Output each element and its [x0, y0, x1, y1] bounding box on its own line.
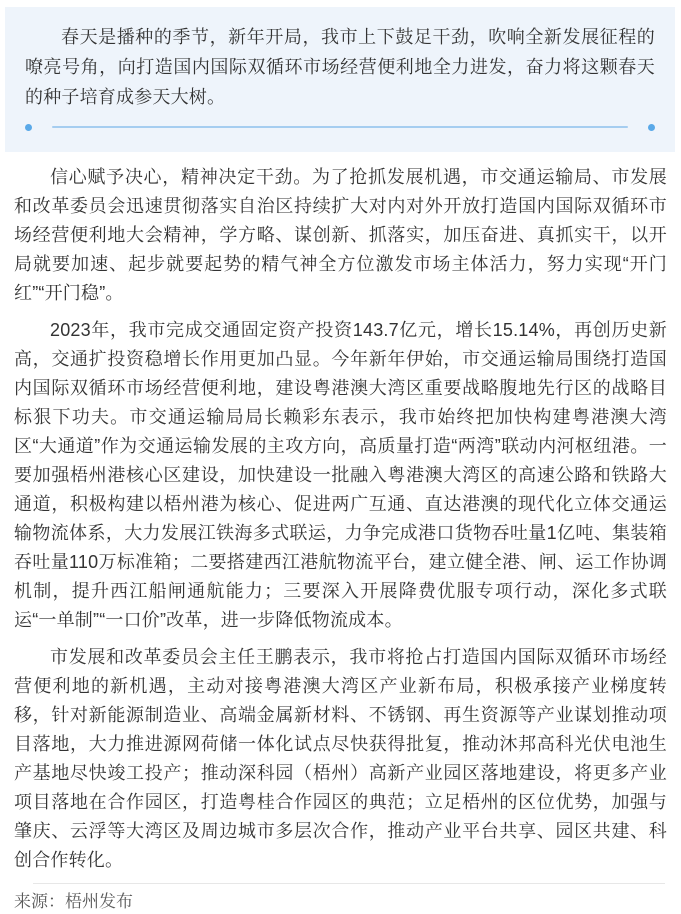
article-paragraph-2: 2023年，我市完成交通固定资产投资143.7亿元，增长15.14%，再创历史新高，交通扩投资稳增长作用更加凸显。今年新年伊始，市交通运输局围绕打造国内国际双循环市场经营便利地，建设粤港澳大湾区重要战略腹地先行区的战略目标狠下功夫。市交通运输局局长赖彩东表示，我市始终把加快构建粤港澳大湾区“大通道”作为交通运输发展的主攻方向，高质量打造“两湾”联动内河枢纽港。一要加强梧州港核心区建设，加快建设一批融入粤港澳大湾区的高速公路和铁路大通道，积极构建以梧州港为核心、促进两广互通、直达港澳的现代化立体交通运输物流体系，大力发展江铁海多式联运，力争完成港口货物吞吐量1亿吨、集装箱吞吐量110万标准箱；二要搭建西江港航物流平台，建立健全港、闸、运工作协调机制，提升西江船闸通航能力；三要深入开展降费优服专项行动，深化多式联运“一单制”“一口价”改革，进一步降低物流成本。 [14, 320, 667, 630]
divider-line [52, 126, 628, 128]
article-body [14, 163, 667, 875]
divider-dot-right-icon [648, 124, 655, 131]
article-paragraph-3: 市发展和改革委员会主任王鹏表示，我市将抢占打造国内国际双循环市场经营便利地的新机遇，主动对接粤港澳大湾区产业新布局，积极承接产业梯度转移，针对新能源制造业、高端金属新材料、不锈钢、再生资源等产业谋划推动项目落地，大力推进源网荷储一体化试点尽快获得批复，推动沐邦高科光伏电池生产基地尽快竣工投产；推动深科园（梧州）高新产业园区落地建设，将更多产业项目落地在合作园区，打造粤桂合作园区的典范；立足梧州的区位优势，加强与肇庆、云浮等大湾区及周边城市多层次合作，推动产业平台共享、园区共建、科创合作转化。 [14, 647, 667, 870]
quote-divider [25, 123, 655, 131]
divider-dot-left-icon [25, 124, 32, 131]
lead-quote-text: 春天是播种的季节，新年开局，我市上下鼓足干劲，吹响全新发展征程的嘹亮号角，向打造国内国际双循环市场经营便利地全力进发，奋力将这颗春天的种子培育成参天大树。 [25, 27, 655, 107]
article-paragraph-1: 信心赋予决心，精神决定干劲。为了抢抓发展机遇，市交通运输局、市发展和改革委员会迅速贯彻落实自治区持续扩大对内对外开放打造国内国际双循环市场经营便利地大会精神，学方略、谋创新、抓落实，加压奋进、真抓实干，以开局就要加速、起步就要起势的精气神全方位激发市场主体活力，努力实现“开门红”“开门稳”。 [14, 167, 667, 303]
source-divider [33, 883, 665, 884]
highlight-quote-box [5, 7, 675, 152]
source-attribution: 来源：梧州发布 [14, 892, 133, 911]
